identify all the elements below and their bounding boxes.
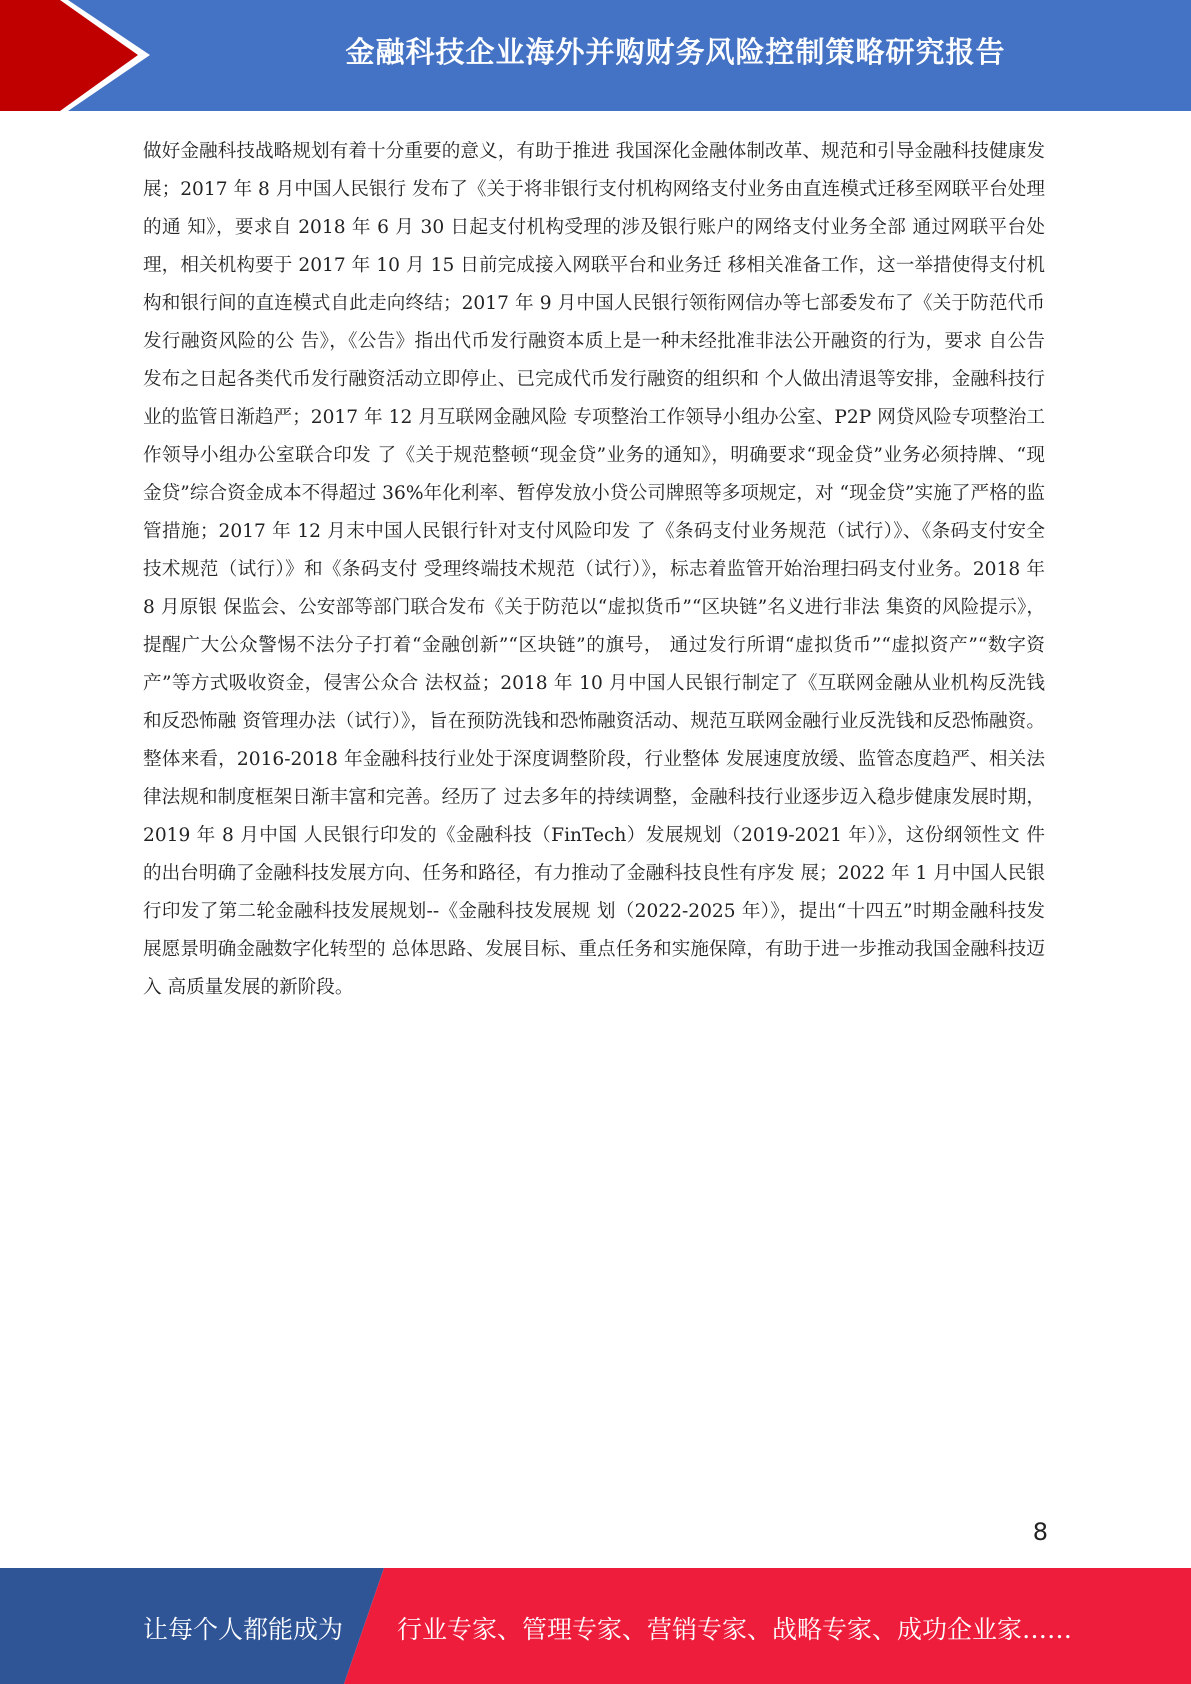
- page-footer: [0, 1568, 1191, 1684]
- body-paragraph: 做好金融科技战略规划有着十分重要的意义，有助于推进 我国深化金融体制改革、规范和引导金融科技健康发展；2017 年 8 月中国人民银行 发布了《关于将非银行支付机构网络支付业务由直连模式迁移至网联平台处理的通 知》，要求自 2018 年 6 月 30 日起支付机构受理的涉及银行账户的网络支付业务全部 通过网联平台处理，相关机构要于 2017 年 10 月 15 日前完成接入网联平台和业务迁 移相关准备工作，这一举措使得支付机构和银行间的直连模式自此走向终结；2017 年 9 月中国人民银行领衔网信办等七部委发布了《关于防范代币发行融资风险的公 告》，《公告》指出代币发行融资本质上是一种未经批准非法公开融资的行为，要求 自公告发布之日起各类代币发行融资活动立即停止、已完成代币发行融资的组织和 个人做出清退等安排，金融科技行业的监管日渐趋严；2017 年 12 月互联网金融风险 专项整治工作领导小组办公室、P2P 网贷风险专项整治工作领导小组办公室联合印发 了《关于规范整顿“现金贷”业务的通知》，明确要求“现金贷”业务必须持牌、“现 金贷”综合资金成本不得超过 36%年化利率、暂停发放小贷公司牌照等多项规定，对 “现金贷”实施了严格的监管措施；2017 年 12 月末中国人民银行针对支付风险印发 了《条码支付业务规范（试行）》、《条码支付安全技术规范（试行）》和《条码支付 受理终端技术规范（试行）》，标志着监管开始治理扫码支付业务。2018 年 8 月原银 保监会、公安部等部门联合发布《关于防范以“虚拟货币”“区块链”名义进行非法 集资的风险提示》，提醒广大公众警惕不法分子打着“金融创新”“区块链”的旗号， 通过发行所谓“虚拟货币”“虚拟资产”“数字资产”等方式吸收资金，侵害公众合 法权益；2018 年 10 月中国人民银行制定了《互联网金融从业机构反洗钱和反恐怖融 资管理办法（试行）》，旨在预防洗钱和恐怖融资活动、规范互联网金融行业反洗钱和反恐怖融资。整体来看，2016-2018 年金融科技行业处于深度调整阶段，行业整体 发展速度放缓、监管态度趋严、相关法律法规和制度框架日渐丰富和完善。经历了 过去多年的持续调整，金融科技行业逐步迈入稳步健康发展时期，2019 年 8 月中国 人民银行印发的《金融科技（FinTech）发展规划（2019-2021 年）》，这份纲领性文 件的出台明确了金融科技发展方向、任务和路径，有力推动了金融科技良性有序发 展；2022 年 1 月中国人民银行印发了第二轮金融科技发展规划--《金融科技发展规 划（2022-2025 年）》，提出“十四五”时期金融科技发展愿景明确金融数字化转型的 总体思路、发展目标、重点任务和实施保障，有助于进一步推动我国金融科技迈入 高质量发展的新阶段。: [143, 141, 1045, 998]
- main-content: [143, 133, 1045, 1007]
- footer-slogan-left: 让每个人都能成为: [143, 1615, 344, 1644]
- page-number: 8: [1032, 1518, 1048, 1546]
- report-title: 金融科技企业海外并购财务风险控制策略研究报告: [345, 35, 1006, 69]
- footer-slogan-right: 行业专家、管理专家、营销专家、战略专家、成功企业家……: [397, 1615, 1073, 1644]
- page-header: [0, 0, 1191, 111]
